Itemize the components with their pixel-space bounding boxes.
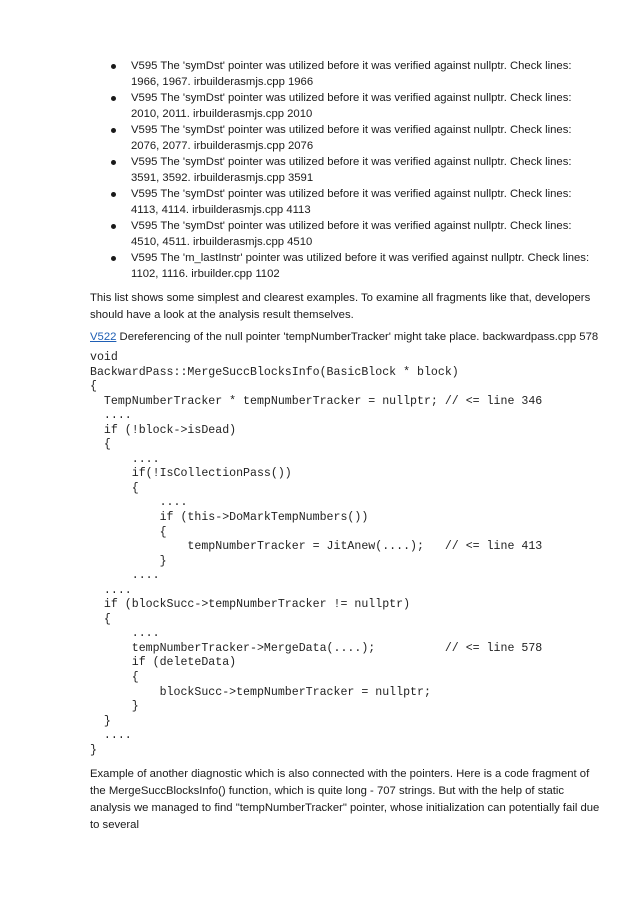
diagnostic-list	[0, 58, 638, 282]
list-item-text: V595 The 'symDst' pointer was utilized before it was verified against nullptr. Check lines: 1966, 1967. irbuilderasmjs.cpp 1966	[131, 60, 572, 89]
bullet-icon	[111, 256, 116, 261]
list-item	[0, 58, 638, 90]
list-item	[0, 90, 638, 122]
list-item-text: V595 The 'symDst' pointer was utilized before it was verified against nullptr. Check lines: 4113, 4114. irbuilderasmjs.cpp 4113	[131, 188, 572, 217]
list-item	[0, 154, 638, 186]
code-block: void BackwardPass::MergeSuccBlocksInfo(BasicBlock * block) { TempNumberTracker * tempNumberTracker = nullptr; // <= line 346 .... if (!block->isDead) { .... if(!IsCollectionPass()) { .... if (this->DoMarkTempNumbers()) { tempNumberTracker = JitAnew(....); // <= line 413 } .... .... if (blockSucc->tempNumberTracker != nullptr) { .... tempNumberTracker->MergeData(....); // <= line 578 if (deleteData) { blockSucc->tempNumberTracker = nullptr; } } .... }	[90, 351, 543, 757]
bullet-icon	[111, 160, 116, 165]
summary-paragraph: This list shows some simplest and clearest examples. To examine all fragments like that, developers should have a look at the analysis result themselves.	[90, 292, 591, 321]
bullet-icon	[111, 128, 116, 133]
bullet-icon	[111, 96, 116, 101]
list-item-text: V595 The 'symDst' pointer was utilized before it was verified against nullptr. Check lines: 4510, 4511. irbuilderasmjs.cpp 4510	[131, 220, 572, 249]
list-item-text: V595 The 'symDst' pointer was utilized before it was verified against nullptr. Check lines: 2076, 2077. irbuilderasmjs.cpp 2076	[131, 124, 572, 153]
diagnostic-text: Dereferencing of the null pointer 'tempNumberTracker' might take place. backwardpass.cpp 578	[116, 331, 599, 343]
list-item-text: V595 The 'symDst' pointer was utilized before it was verified against nullptr. Check lines: 2010, 2011. irbuilderasmjs.cpp 2010	[131, 92, 572, 121]
explanation-paragraph: Example of another diagnostic which is also connected with the pointers. Here is a code fragment of the MergeSuccBlocksInfo() function, which is quite long - 707 strings. But with the help of static analysis we managed to find "tempNumberTracker" pointer, whose initialization can potentially fail due to several	[90, 768, 600, 831]
list-item	[0, 250, 638, 282]
bullet-icon	[111, 64, 116, 69]
diagnostic-line	[90, 329, 600, 346]
bullet-icon	[111, 192, 116, 197]
diagnostic-link[interactable]: V522	[90, 331, 117, 343]
list-item	[0, 122, 638, 154]
list-item-text: V595 The 'm_lastInstr' pointer was utilized before it was verified against nullptr. Check lines: 1102, 1116. irbuilder.cpp 1102	[131, 252, 590, 281]
bullet-icon	[111, 224, 116, 229]
list-item-text: V595 The 'symDst' pointer was utilized before it was verified against nullptr. Check lines: 3591, 3592. irbuilderasmjs.cpp 3591	[131, 156, 572, 185]
list-item	[0, 218, 638, 250]
list-item	[0, 186, 638, 218]
